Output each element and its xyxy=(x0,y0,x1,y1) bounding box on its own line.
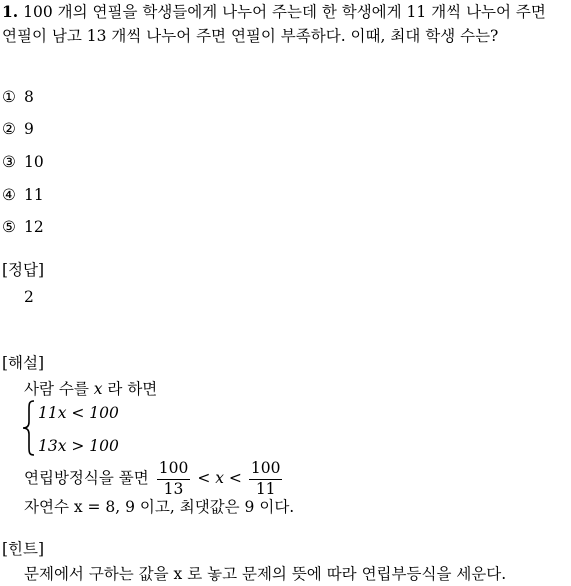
hint-text: 문제에서 구하는 값을 x 로 놓고 문제의 뜻에 따라 연립부등식을 세운다. xyxy=(24,565,507,583)
variable-x: x xyxy=(93,380,103,398)
explanation-line-3 xyxy=(24,459,285,499)
choice-2 xyxy=(2,122,34,138)
fraction-100-13 xyxy=(157,461,191,497)
choice-1 xyxy=(2,90,34,106)
inequality-2: 13x > 100 xyxy=(38,437,119,455)
explanation-text: 연립방정식을 풀면 xyxy=(24,469,149,488)
question-number: 1. xyxy=(2,2,19,21)
answer-value: 2 xyxy=(24,288,34,306)
explanation-line-1 xyxy=(24,382,157,398)
choice-mark: ② xyxy=(2,120,16,138)
fraction-100-11 xyxy=(249,461,283,497)
answer-heading: [정답] xyxy=(2,261,45,279)
fraction-denominator: 13 xyxy=(163,479,184,498)
choice-mark: ④ xyxy=(2,186,16,204)
explanation-text: 라 하면 xyxy=(102,380,158,398)
choice-mark: ① xyxy=(2,88,16,106)
choice-4 xyxy=(2,188,44,204)
choice-mark: ③ xyxy=(2,153,16,171)
explanation-text: 사람 수를 xyxy=(24,380,94,398)
fraction-denominator: 11 xyxy=(255,479,276,498)
choice-3 xyxy=(2,155,44,171)
left-brace xyxy=(22,400,36,456)
fraction-numerator: 100 xyxy=(158,459,189,477)
hint-heading: [힌트] xyxy=(2,540,45,558)
choice-value: 11 xyxy=(24,186,44,204)
question-text-2: 연필이 남고 13 개씩 나누어 주면 연필이 부족하다. 이때, 최대 학생 수는? xyxy=(2,27,499,45)
explanation-line-4: 자연수 x = 8, 9 이고, 최댓값은 9 이다. xyxy=(24,498,295,516)
inequality-1: 11x < 100 xyxy=(38,404,119,422)
question-text-1: 100 개의 연필을 학생들에게 나누어 주는데 한 학생에게 11 개씩 나누어 주면 xyxy=(23,3,546,21)
choice-mark: ⑤ xyxy=(2,218,16,236)
choice-value: 10 xyxy=(24,153,44,171)
fraction-numerator: 100 xyxy=(250,459,281,477)
question-line-1 xyxy=(2,4,546,21)
choice-value: 8 xyxy=(24,88,34,106)
explanation-heading: [해설] xyxy=(2,354,45,372)
choice-value: 9 xyxy=(24,120,34,138)
inequality-middle: < x < xyxy=(197,469,242,488)
choice-5 xyxy=(2,220,44,236)
choice-value: 12 xyxy=(24,218,44,236)
